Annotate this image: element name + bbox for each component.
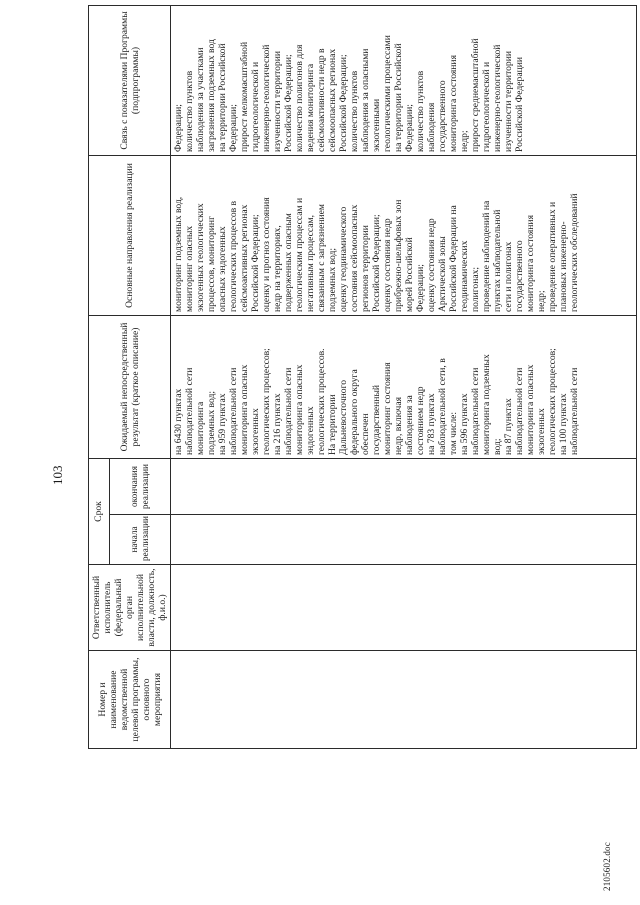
header-result: Ожидаемый непосредственный результат (краткое описание) [89, 316, 171, 459]
cell-term-end [171, 459, 637, 515]
footer-document-code: 2105602.doc [602, 842, 612, 891]
cell-number-name [171, 651, 637, 749]
header-term: Срок [89, 459, 110, 565]
cell-directions: мониторинг подземных вод, мониторинг опасных экзогенных геологических процессов, мониторинг опасных эндогенных геологических процессов в сейсмоактивных регионах Российской Федерации; оценку и прогноз состояния недр на территориях, подверженных опасным геологическим процессам и негативным процессам, связанным с загрязнением подземных вод; оценку геодинамического состояния сейсмоопасных регионов территории Российской Федерации; оценку состояния недр прибрежно-шельфовых зон морей Российской Федерации; оценку состояния недр Арктической зоны Российской Федерации на геодинамических полигонах; проведение наблюдений на пунктах наблюдательной сети и полигонах государственного мониторинга состояния недр; проведение оперативных и плановых инженерно- геологических обследований [171, 156, 637, 316]
header-term-start: начала реализации [109, 515, 171, 565]
cell-link: Федерации; количество пунктов наблюдения за участками загрязнения подземных вод на территории Российской Федерации; прирост мелкомасштабной гидрогеологической и инженерно-геологической изученности территории Российской Федерации; количество полигонов для ведения мониторинга сейсмоактивности недр в сейсмоопасных регионах Российской Федерации; количество пунктов наблюдения за опасными экзогенными геологическими процессами на территории Российской Федерации; количество пунктов наблюдения государственного мониторинга состояния недр; прирост среднемасштабной гидрогеологической и инженерно-геологической изученности территории Российской Федерации [171, 6, 637, 156]
measures-table [88, 5, 637, 749]
header-directions: Основные направления реализации [89, 156, 171, 316]
cell-executor [171, 565, 637, 651]
header-executor: Ответственный исполнитель (федеральный орган исполнительной власти, должность, ф.и.о.) [89, 565, 171, 651]
table-row [171, 6, 637, 749]
cell-result: на 6430 пунктах наблюдательной сети мониторинга подземных вод; на 959 пунктах наблюдательной сети мониторинга опасных экзогенных геологических процессов; на 216 пунктах наблюдательной сети мониторинга опасных эндогенных геологических процессов. На территории Дальневосточного федерального округа обеспечен государственный мониторинг состояния недр, включая наблюдения за состоянием недр на 783 пунктах наблюдательной сети, в том числе: на 596 пунктах наблюдательной сети мониторинга подземных вод; на 87 пунктах наблюдательной сети мониторинга опасных экзогенных геологических процессов; на 100 пунктах наблюдательной сети [171, 316, 637, 459]
header-link: Связь с показателями Программы (подпрограммы) [89, 6, 171, 156]
header-number-name: Номер и наименование ведомственной целевой программы, основного мероприятия [89, 651, 171, 749]
page-number: 103 [50, 465, 65, 485]
header-term-end: окончания реализации [109, 459, 171, 515]
cell-term-start [171, 515, 637, 565]
